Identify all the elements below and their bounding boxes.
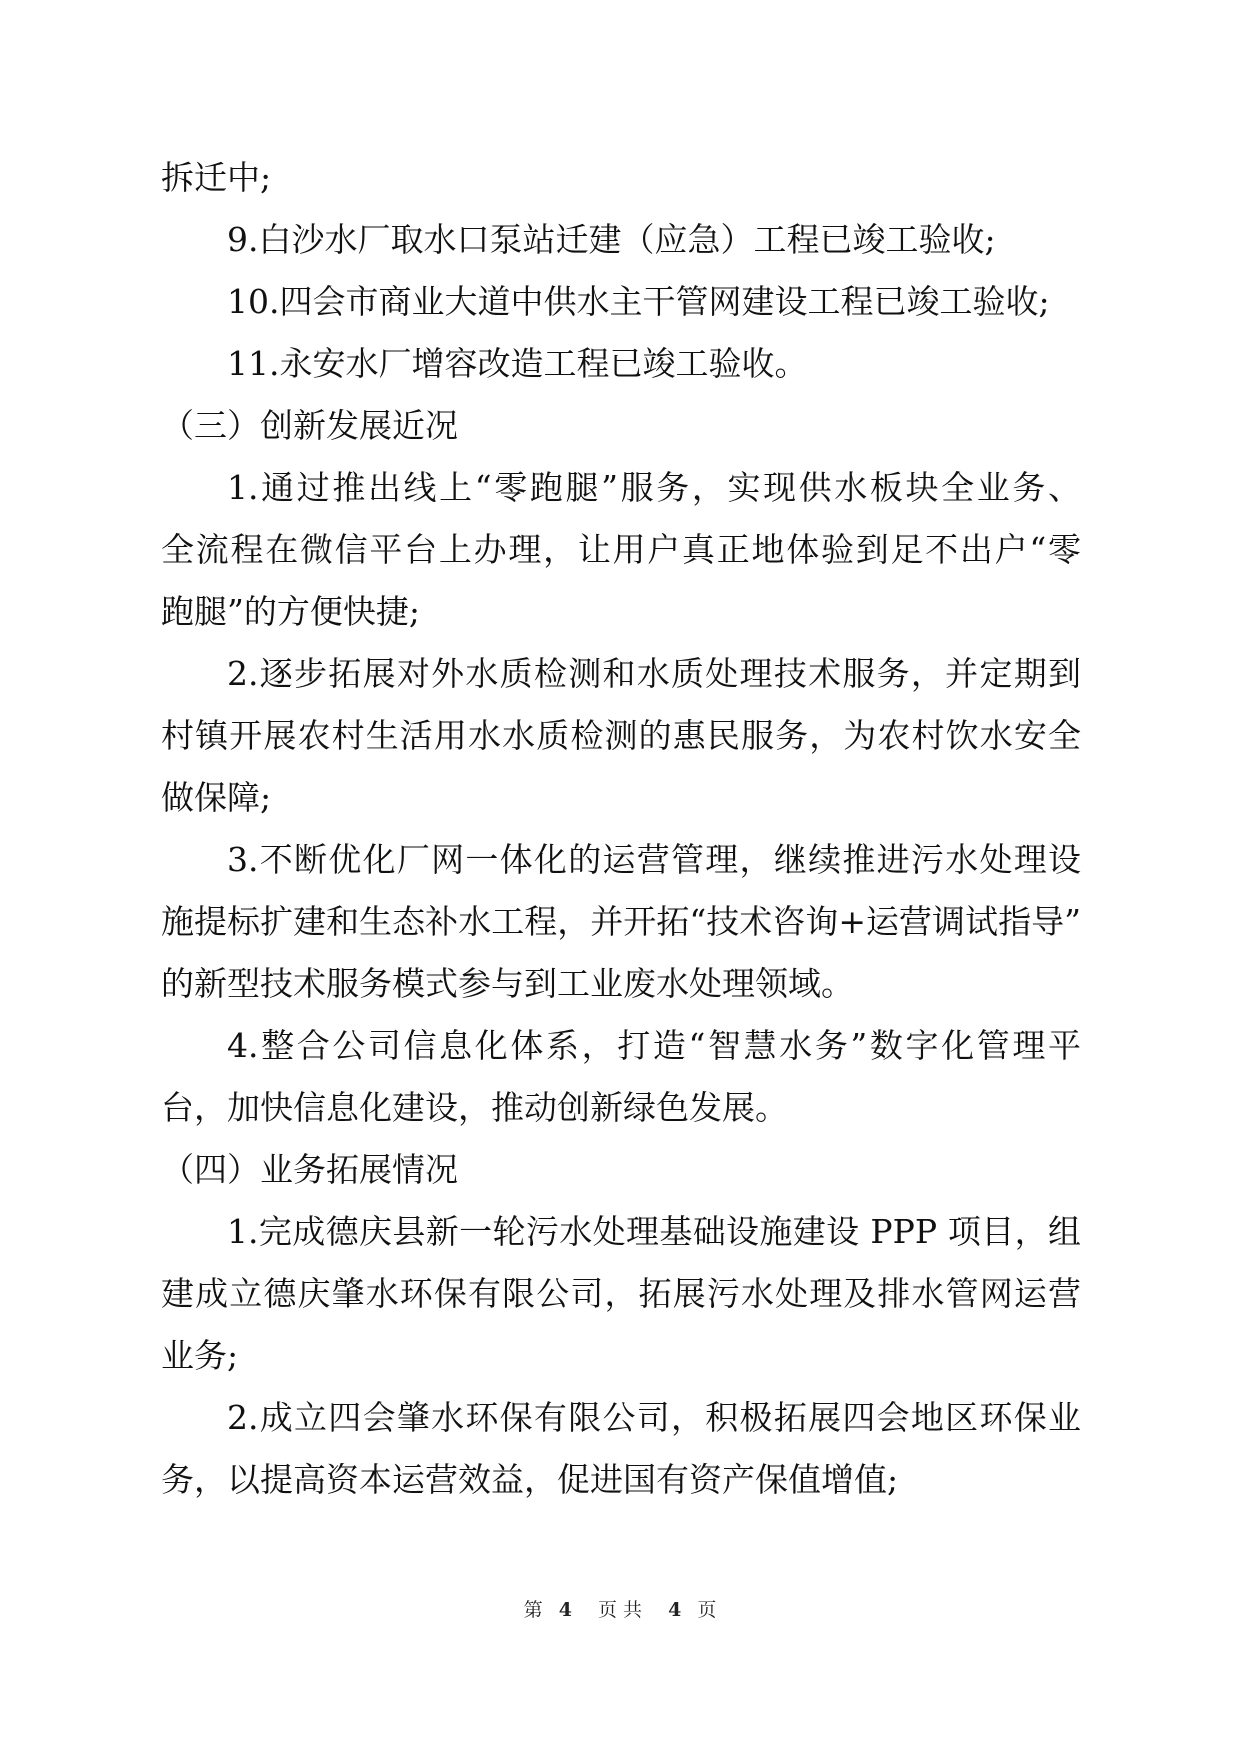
body-line: 拆迁中; (161, 158, 272, 197)
list-item: 4.整合公司信息化体系，打造“智慧水务”数字化管理平 (227, 1026, 1081, 1065)
body-line: 村镇开展农村生活用水水质检测的惠民服务，为农村饮水安全 (161, 716, 1081, 755)
footer-suffix: 页 (697, 1599, 717, 1621)
current-page-number: 4 (558, 1599, 572, 1621)
list-item: 1.完成德庆县新一轮污水处理基础设施建设 PPP 项目，组 (227, 1212, 1081, 1251)
body-line: 全流程在微信平台上办理，让用户真正地体验到足不出户“零 (161, 530, 1081, 569)
total-pages-number: 4 (668, 1599, 682, 1621)
list-item: 2.成立四会肇水环保有限公司，积极拓展四会地区环保业 (227, 1398, 1081, 1437)
document-body (161, 158, 1081, 1522)
body-line: 台，加快信息化建设，推动创新绿色发展。 (161, 1088, 788, 1127)
body-line: 建成立德庆肇水环保有限公司，拓展污水处理及排水管网运营 (161, 1274, 1081, 1313)
body-line: 施提标扩建和生态补水工程，并开拓“技术咨询+运营调试指导” (161, 902, 1081, 941)
footer-prefix: 第 (523, 1599, 543, 1621)
list-item: 11.永安水厂增容改造工程已竣工验收。 (227, 344, 808, 383)
body-line: 务，以提高资本运营效益，促进国有资产保值增值; (161, 1460, 899, 1499)
list-item: 1.通过推出线上“零跑腿”服务，实现供水板块全业务、 (227, 468, 1081, 507)
section-heading: （四）业务拓展情况 (161, 1150, 458, 1189)
list-item: 2.逐步拓展对外水质检测和水质处理技术服务，并定期到 (227, 654, 1081, 693)
page-footer (0, 1598, 1240, 1622)
section-heading: （三）创新发展近况 (161, 406, 458, 445)
footer-middle: 页 共 (597, 1599, 643, 1621)
body-line: 业务; (161, 1336, 239, 1375)
list-item: 3.不断优化厂网一体化的运营管理，继续推进污水处理设 (227, 840, 1081, 879)
list-item: 9.白沙水厂取水口泵站迁建（应急）工程已竣工验收; (227, 220, 996, 259)
body-line: 做保障; (161, 778, 272, 817)
body-line: 跑腿”的方便快捷; (161, 592, 420, 631)
body-line: 的新型技术服务模式参与到工业废水处理领域。 (161, 964, 854, 1003)
list-item: 10.四会市商业大道中供水主干管网建设工程已竣工验收; (227, 282, 1050, 321)
